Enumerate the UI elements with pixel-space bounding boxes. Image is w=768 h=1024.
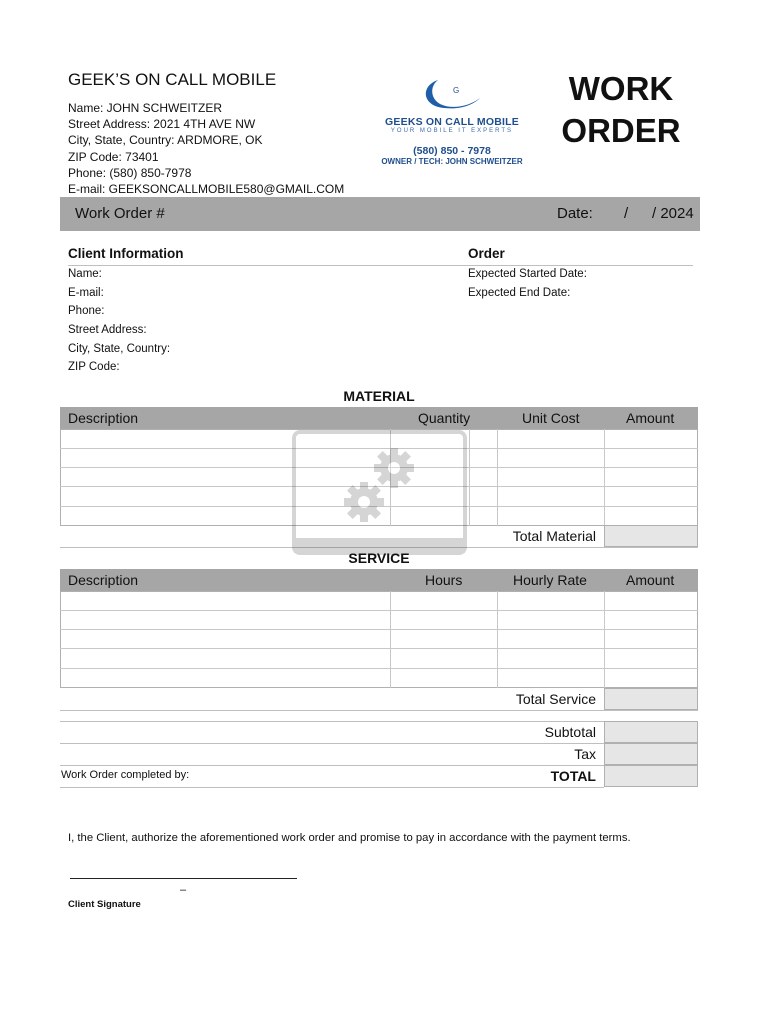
company-phone: Phone: (580) 850-7978 bbox=[68, 165, 192, 180]
work-order-number-label: Work Order # bbox=[75, 205, 165, 222]
material-col-quantity: Quantity bbox=[418, 410, 471, 426]
logo-owner: OWNER / TECH: JOHN SCHWEITZER bbox=[381, 157, 523, 166]
signature-dash: – bbox=[180, 884, 187, 896]
service-table-body bbox=[60, 591, 698, 688]
service-col-amount: Amount bbox=[626, 572, 675, 588]
logo-brand: GEEKS ON CALL MOBILE bbox=[385, 116, 519, 128]
material-col-unit-cost: Unit Cost bbox=[522, 410, 580, 426]
total-label: TOTAL bbox=[550, 768, 596, 784]
expected-start-field: Expected Started Date: bbox=[468, 268, 587, 280]
company-street: Street Address: 2021 4TH AVE NW bbox=[68, 117, 256, 132]
service-title: SERVICE bbox=[348, 550, 410, 566]
total-value bbox=[604, 765, 698, 787]
material-col-line bbox=[604, 429, 605, 526]
document-title bbox=[556, 68, 686, 152]
title-line-work: WORK bbox=[568, 70, 674, 107]
service-col-hours: Hours bbox=[425, 572, 463, 588]
date-slash: / bbox=[624, 205, 629, 222]
material-col-description: Description bbox=[68, 410, 139, 426]
client-street-field: Street Address: bbox=[68, 324, 147, 336]
authorization-statement: I, the Client, authorize the aforementioned work order and promise to pay in accordance with the payment terms. bbox=[68, 832, 631, 844]
total-material-value bbox=[604, 525, 698, 547]
material-col-amount: Amount bbox=[626, 410, 675, 426]
service-row-line bbox=[60, 648, 698, 649]
service-col-line bbox=[390, 591, 391, 688]
date-year: / 2024 bbox=[652, 205, 694, 222]
service-row-line bbox=[60, 629, 698, 630]
date-label: Date: bbox=[557, 205, 593, 222]
material-col-line bbox=[469, 429, 470, 526]
company-city: City, State, Country: ARDMORE, OK bbox=[68, 133, 263, 148]
service-row-line bbox=[60, 610, 698, 611]
material-col-line bbox=[497, 429, 498, 526]
company-name: GEEK’S ON CALL MOBILE bbox=[68, 70, 277, 89]
total-service-value bbox=[604, 688, 698, 710]
client-name-field: Name: bbox=[68, 268, 102, 280]
expected-end-field: Expected End Date: bbox=[468, 287, 571, 299]
service-col-line bbox=[497, 591, 498, 688]
tax-value bbox=[604, 743, 698, 765]
total-service-label: Total Service bbox=[515, 691, 596, 707]
client-info-heading: Client Information bbox=[68, 246, 184, 261]
signature-line bbox=[70, 878, 297, 879]
section-divider bbox=[68, 265, 693, 266]
total-material-label: Total Material bbox=[512, 528, 596, 544]
client-phone-field: Phone: bbox=[68, 305, 105, 317]
subtotal-value bbox=[604, 721, 698, 743]
client-zip-field: ZIP Code: bbox=[68, 361, 120, 373]
subtotal-rule bbox=[60, 743, 604, 744]
subtotal-label: Subtotal bbox=[544, 724, 596, 740]
title-line-order: ORDER bbox=[561, 112, 681, 149]
client-email-field: E-mail: bbox=[68, 287, 104, 299]
company-details bbox=[68, 100, 344, 197]
client-city-field: City, State, Country: bbox=[68, 343, 171, 355]
service-header-row bbox=[60, 569, 698, 591]
logo-letter: G bbox=[453, 86, 460, 95]
gears-watermark-icon bbox=[292, 430, 467, 555]
logo-phone: (580) 850 - 7978 bbox=[413, 145, 491, 157]
tax-label: Tax bbox=[574, 746, 596, 762]
service-col-description: Description bbox=[68, 572, 139, 588]
completed-by-label: Work Order completed by: bbox=[61, 769, 190, 781]
total-rule bbox=[60, 787, 604, 788]
totals-top-rule bbox=[60, 721, 698, 722]
company-zip: ZIP Code: 73401 bbox=[68, 149, 159, 164]
service-bottom-rule bbox=[60, 710, 698, 711]
logo-tagline: YOUR MOBILE IT EXPERTS bbox=[390, 128, 514, 134]
material-title: MATERIAL bbox=[343, 388, 415, 404]
company-email: E-mail: GEEKSONCALLMOBILE580@GMAIL.COM bbox=[68, 182, 345, 197]
material-header-row bbox=[60, 407, 698, 429]
service-col-hourly-rate: Hourly Rate bbox=[513, 572, 587, 588]
order-heading: Order bbox=[468, 246, 505, 261]
company-contact-name: Name: JOHN SCHWEITZER bbox=[68, 101, 223, 115]
tax-rule bbox=[60, 765, 604, 766]
client-signature-label: Client Signature bbox=[68, 899, 141, 910]
service-row-line bbox=[60, 668, 698, 669]
service-col-line bbox=[604, 591, 605, 688]
